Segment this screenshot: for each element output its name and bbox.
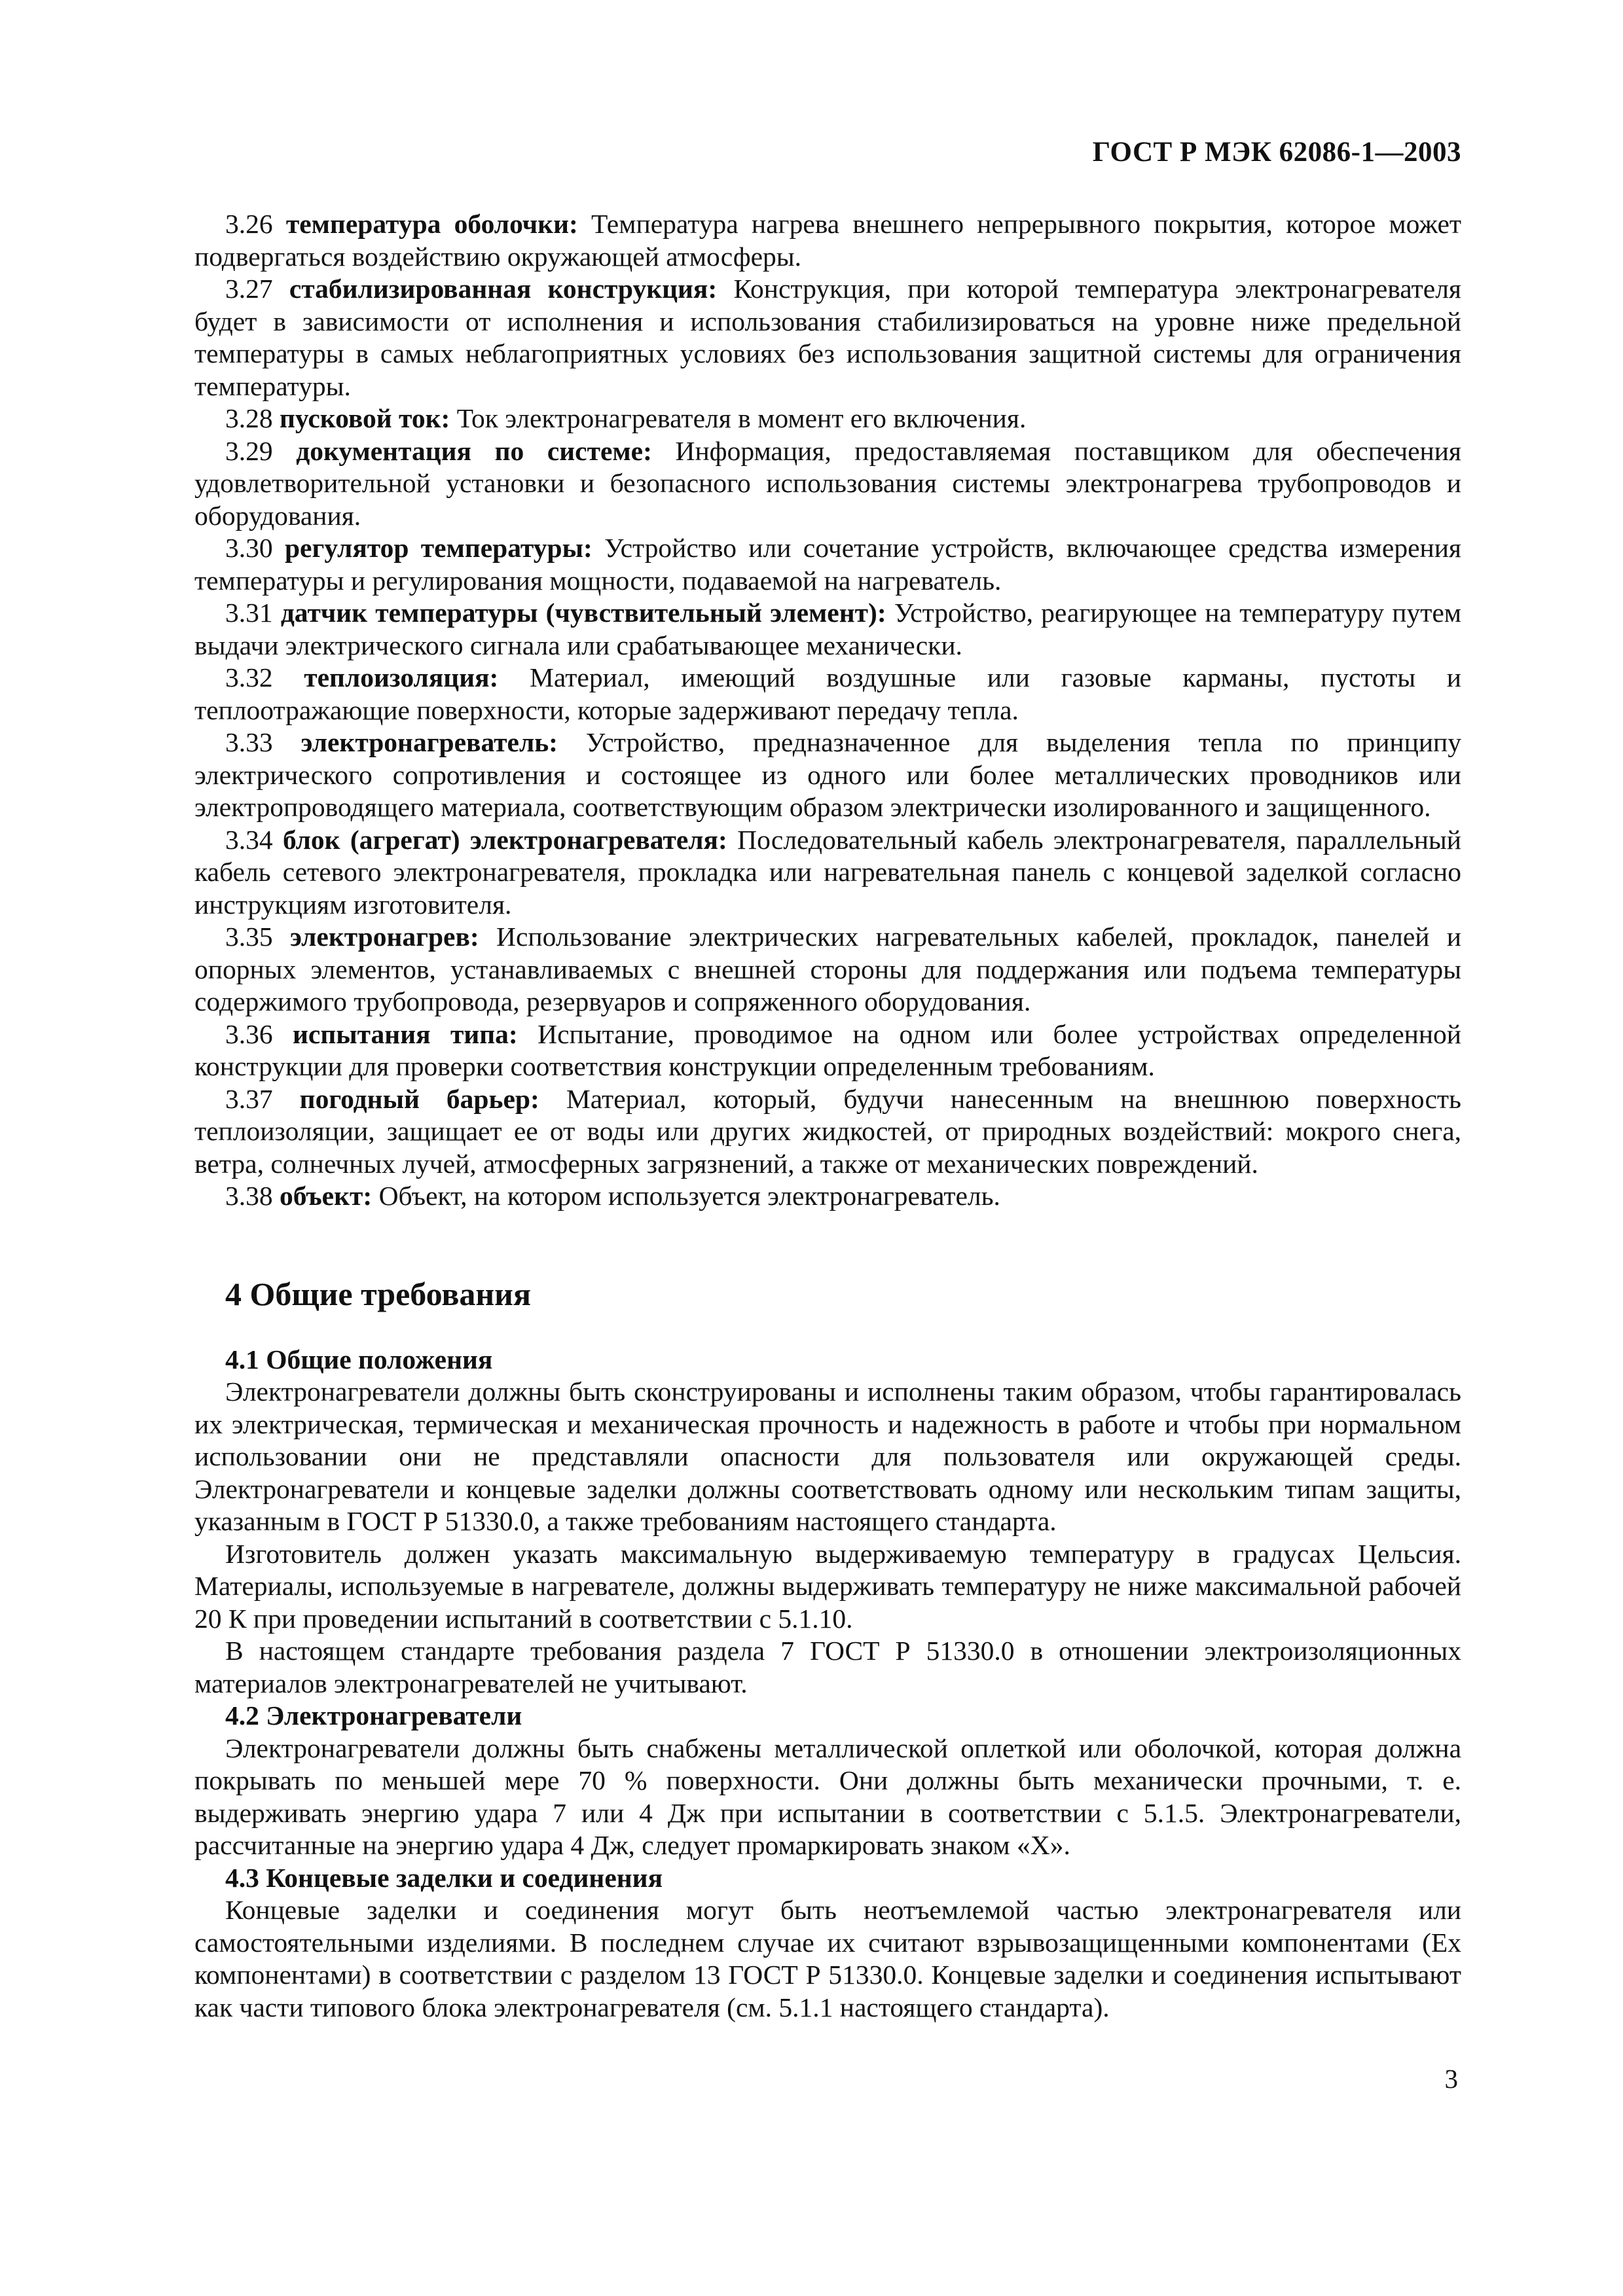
term-entry xyxy=(194,208,1461,273)
term-entry xyxy=(194,273,1461,403)
term-entry xyxy=(194,662,1461,726)
term-number: 3.34 xyxy=(225,824,273,855)
term-definition: Температура нагрева внешнего непрерывного покрытия, которое может подвергаться воздействию окружающей атмосферы. xyxy=(194,209,1462,272)
term-name: регулятор температуры: xyxy=(284,533,593,563)
paragraph: В настоящем стандарте требования раздела 7 ГОСТ Р 51330.0 в отношении электроизоляционных материалов электронагревателей не учитывают. xyxy=(194,1636,1461,1698)
term-entry xyxy=(194,435,1461,533)
term-definition: Использование электрических нагревательных кабелей, прокладок, панелей и опорных элементов, устанавливаемых с внешней стороны для поддержания или подъема температуры содержимого трубопровода, резервуаров и сопряженного оборудования. xyxy=(194,922,1462,1016)
term-definition: Материал, имеющий воздушные или газовые карманы, пустоты и теплоотражающие поверхности, которые задерживают передачу тепла. xyxy=(194,662,1462,725)
term-number: 3.30 xyxy=(225,533,273,563)
term-entry xyxy=(194,1083,1461,1181)
term-entry xyxy=(194,1180,1461,1213)
term-definition: Устройство или сочетание устройств, включающее средства измерения температуры и регулирования мощности, подаваемой на нагреватель. xyxy=(194,533,1462,596)
subsection-terminations xyxy=(194,1862,1461,2024)
term-name: датчик температуры (чувствительный элемент): xyxy=(280,598,886,628)
term-number: 3.31 xyxy=(225,598,273,628)
term-definition: Объект, на котором используется электронагреватель. xyxy=(378,1181,1000,1211)
term-definition: Устройство, реагирующее на температуру путем выдачи электрического сигнала или срабатывающее механически. xyxy=(194,598,1462,660)
term-number: 3.37 xyxy=(225,1083,273,1114)
term-definition: Устройство, предназначенное для выделения тепла по принципу электрического сопротивления и состоящее из одного или более металлических проводников или электропроводящего материала, соответствующим образом электрически изолированного и защищенного. xyxy=(194,727,1461,822)
term-name: испытания типа: xyxy=(293,1018,518,1049)
term-name: температура оболочки: xyxy=(285,209,578,239)
paragraph: Электронагреватели должны быть сконструированы и исполнены таким образом, чтобы гарантировалась их электрическая, термическая и механическая прочность и надежность в работе и чтобы при нормальном использовании они не представляли опасности для пользователя или окружающей среды. Электронагреватели и концевые заделки должны соответствовать одному или нескольким типам защиты, указанным в ГОСТ Р 51330.0, а также требованиям настоящего стандарта. xyxy=(194,1376,1461,1536)
term-definition: Конструкция, при которой температура электронагревателя будет в зависимости от исполнения и использования стабилизироваться на уровне ниже предельной температуры в самых неблагоприятных условиях без использования защитной системы для ограничения температуры. xyxy=(194,274,1462,401)
term-name: стабилизированная конструкция: xyxy=(289,274,718,304)
term-number: 3.38 xyxy=(225,1181,273,1211)
term-number: 3.27 xyxy=(225,274,273,304)
term-name: электронагрев: xyxy=(289,922,479,952)
page-number: 3 xyxy=(1444,2064,1458,2094)
term-definition: Испытание, проводимое на одном или более устройствах определенной конструкции для проверки соответствия конструкции определенным требованиям. xyxy=(194,1018,1462,1081)
term-number: 3.36 xyxy=(225,1018,273,1049)
term-entry xyxy=(194,403,1461,435)
term-name: теплоизоляция: xyxy=(304,662,499,692)
subsection-heading: 4.1 Общие положения xyxy=(225,1344,493,1374)
term-definition: Последовательный кабель электронагревателя, параллельный кабель сетевого электронагревателя, прокладка или нагревательная панель с концевой заделкой согласно инструкциям изготовителя. xyxy=(194,824,1461,920)
subsection-heading: 4.3 Концевые заделки и соединения xyxy=(225,1862,663,1893)
paragraph: Концевые заделки и соединения могут быть неотъемлемой частью электронагревателя или самостоятельными изделиями. В последнем случае их считают взрывозащищенными компонентами (Ех компонентами) в соответствии с разделом 13 ГОСТ Р 51330.0. Концевые заделки и соединения испытывают как части типового блока электронагревателя (см. 5.1.1 настоящего стандарта). xyxy=(194,1895,1461,2022)
term-name: погодный барьер: xyxy=(299,1083,539,1114)
term-name: объект: xyxy=(280,1181,373,1211)
term-name: электронагреватель: xyxy=(301,727,558,757)
term-definition: Информация, предоставляемая поставщиком для обеспечения удовлетворительной установки и безопасного использования системы электронагрева трубопроводов и оборудования. xyxy=(194,435,1462,531)
page-content xyxy=(194,208,1461,2024)
document-header: ГОСТ Р МЭК 62086-1—2003 xyxy=(1092,137,1461,168)
term-definition: Материал, который, будучи нанесенным на внешнюю поверхность теплоизоляции, защищает ее от воды или других жидкостей, от природных воздействий: мокрого снега, ветра, солнечных лучей, атмосферных загрязнений, а также от механических повреждений. xyxy=(194,1083,1461,1179)
term-definition: Ток электронагревателя в момент его включения. xyxy=(456,403,1027,433)
subsection-general xyxy=(194,1344,1461,1700)
paragraph: Электронагреватели должны быть снабжены металлической оплеткой или оболочкой, которая должна покрывать по меньшей мере 70 % поверхности. Они должны быть механически прочными, т. е. выдерживать энергию удара 7 или 4 Дж при испытании в соответствии с 5.1.5. Электронагреватели, рассчитанные на энергию удара 4 Дж, следует промаркировать знаком «Х». xyxy=(194,1732,1461,1860)
term-entry xyxy=(194,1018,1461,1083)
subsection-heading: 4.2 Электронагреватели xyxy=(225,1700,522,1731)
term-name: документация по системе: xyxy=(296,435,652,466)
subsection-heaters xyxy=(194,1700,1461,1862)
paragraph: Изготовитель должен указать максимальную выдерживаемую температуру в градусах Цельсия. Материалы, используемые в нагревателе, должны выдерживать температуру не ниже максимальной рабочей 20 К при проведении испытаний в соответствии с 5.1.10. xyxy=(194,1538,1461,1634)
term-number: 3.32 xyxy=(225,662,273,692)
term-entry xyxy=(194,921,1461,1018)
section-heading: 4 Общие требования xyxy=(225,1275,532,1312)
terms-list xyxy=(194,208,1461,1213)
term-number: 3.28 xyxy=(225,403,273,433)
term-name: блок (агрегат) электронагревателя: xyxy=(282,824,727,855)
term-entry xyxy=(194,532,1461,597)
term-number: 3.35 xyxy=(225,922,273,952)
term-name: пусковой ток: xyxy=(280,403,450,433)
term-entry xyxy=(194,824,1461,922)
term-number: 3.29 xyxy=(225,435,273,466)
term-number: 3.26 xyxy=(225,209,273,239)
term-entry xyxy=(194,597,1461,662)
term-entry xyxy=(194,726,1461,824)
term-number: 3.33 xyxy=(225,727,273,757)
